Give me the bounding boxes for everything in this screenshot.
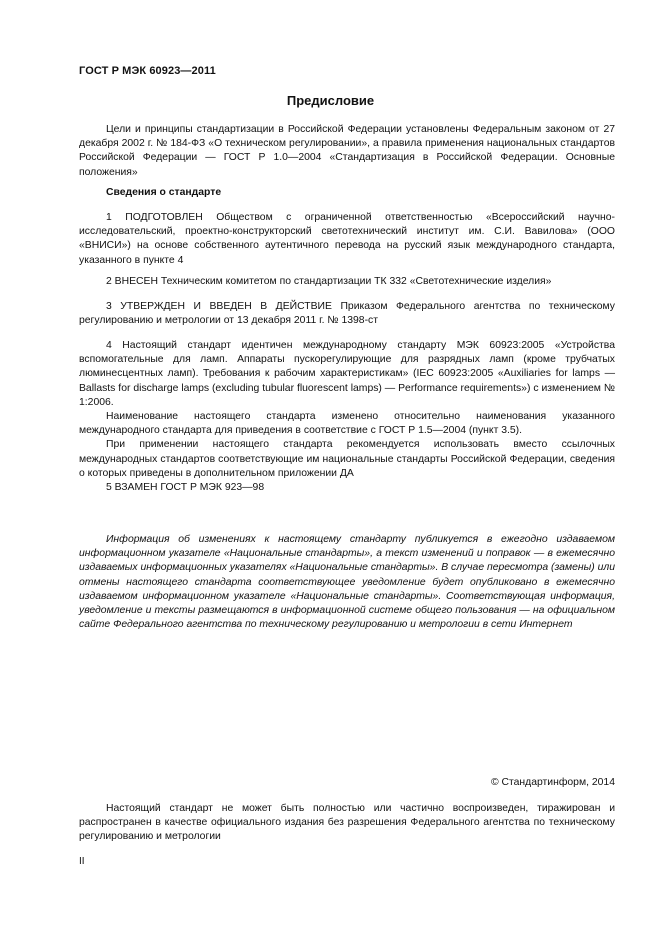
info-notice: Информация об изменениях к настоящему стандарту публикуется в ежегодно издаваемом информационном указателе «Национальные стандарты», а текст изменений и поправок — в ежемесячно издаваемых информационных указателях «Национальные стандарты». В случае пересмотра (замены) или отмены настоящего стандарта соответствующее уведомление будет опубликовано в ежемесячно издаваемом информационном указателе «Национальные стандарты». Соответствующая информация, уведомление и тексты размещаются в информационной системе общего пользования — на официальном сайте Федерального агентства по техническому регулированию и метрологии в сети Интернет <box>79 534 615 631</box>
item-4-paragraph-2: Наименование настоящего стандарта изменено относительно наименования указанного международного стандарта для приведения в соответствие с ГОСТ Р 1.5—2004 (пункт 3.5). <box>79 411 615 437</box>
section-heading-block <box>79 186 615 200</box>
item-5-block <box>79 481 615 495</box>
reproduction-notice: Настоящий стандарт не может быть полностью или частично воспроизведен, тиражирован и распространен в качестве официального издания без разрешения Федерального агентства по техническому регулированию и метрологии <box>79 803 615 843</box>
item-5: 5 ВЗАМЕН ГОСТ Р МЭК 923—98 <box>106 482 265 493</box>
intro-block <box>79 123 615 180</box>
page-title: Предисловие <box>286 93 375 108</box>
item-3-block <box>79 300 615 328</box>
item-1-block <box>79 211 615 268</box>
item-4: 4 Настоящий стандарт идентичен международному стандарту МЭК 60923:2005 «Устройства вспомогательные для ламп. Аппараты пускорегулирующие для разрядных ламп (кроме трубчатых люминесцентных ламп). Требования к рабочим характеристикам» (IEC 60923:2005 «Auxiliaries for lamps — Ballasts for discharge lamps (excluding tubular fluorescent lamps) — Performance requirements») с изменением № 1:2006. <box>79 340 615 408</box>
document-code: ГОСТ Р МЭК 60923—2011 <box>79 65 216 77</box>
info-notice-block <box>79 533 615 632</box>
item-4-paragraph-3: При применении настоящего стандарта рекомендуется использовать вместо ссылочных международных стандартов соответствующие им национальные стандарты Российской Федерации, сведения о которых приведены в дополнительном приложении ДА <box>79 439 615 479</box>
intro-paragraph: Цели и принципы стандартизации в Российской Федерации установлены Федеральным законом от 27 декабря 2002 г. № 184-ФЗ «О техническом регулировании», а правила применения национальных стандартов Российской Федерации — ГОСТ Р 1.0—2004 «Стандартизация в Российской Федерации. Основные положения» <box>79 124 615 178</box>
item-1: 1 ПОДГОТОВЛЕН Обществом с ограниченной ответственностью «Всероссийский научно-исследовательский, проектно-конструкторский светотехнический институт им. С.И. Вавилова» (ООО «ВНИСИ») на основе собственного аутентичного перевода на русский язык международного стандарта, указанного в пункте 4 <box>79 212 615 266</box>
item-2-block <box>79 275 615 289</box>
reproduction-notice-block <box>79 802 615 845</box>
item-3: 3 УТВЕРЖДЕН И ВВЕДЕН В ДЕЙСТВИЕ Приказом Федерального агентства по техническому регулированию и метрологии от 13 декабря 2011 г. № 1398-ст <box>79 301 615 327</box>
item-2: 2 ВНЕСЕН Техническим комитетом по стандартизации ТК 332 «Светотехнические изделия» <box>106 276 552 287</box>
page-number: II <box>79 856 85 867</box>
copyright: © Стандартинформ, 2014 <box>490 777 615 788</box>
item-4-block <box>79 339 615 481</box>
section-heading: Сведения о стандарте <box>106 187 222 198</box>
